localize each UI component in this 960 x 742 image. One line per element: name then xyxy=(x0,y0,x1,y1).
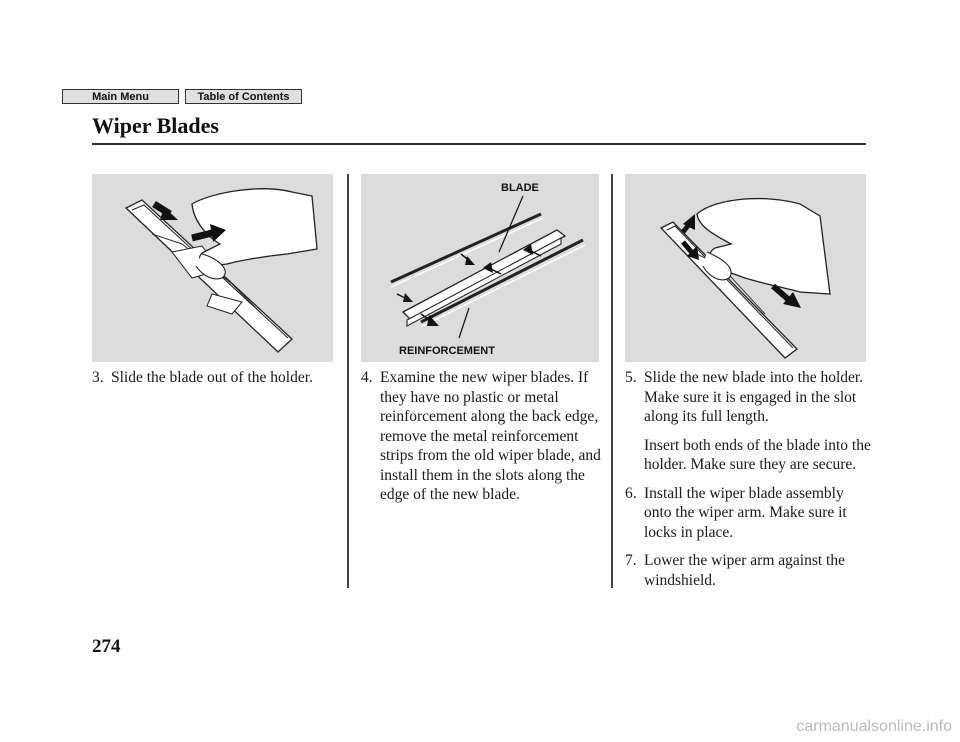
column-divider-1 xyxy=(347,174,349,588)
reinforcement-label: REINFORCEMENT xyxy=(399,345,495,357)
step-5-note: Insert both ends of the blade into the holder. Make sure they are secure. xyxy=(644,436,871,473)
figure-blade-reinforcement xyxy=(361,174,599,362)
step-text: Examine the new wiper blades. If they have no plastic or metal reinforcement along the back edge, remove the metal reinforcement strips from the old wiper blade, and install them in the slots along the edge of the new blade. xyxy=(380,369,601,503)
step-text: Lower the wiper arm against the windshield. xyxy=(644,552,845,589)
step-4 xyxy=(361,368,606,505)
step-number: 4. xyxy=(361,369,373,386)
step-number: 3. xyxy=(92,369,104,386)
figure-slide-blade-in xyxy=(625,174,866,362)
step-text: Slide the blade out of the holder. xyxy=(111,369,313,386)
step-7 xyxy=(625,551,873,590)
main-menu-button[interactable]: Main Menu xyxy=(62,89,179,104)
step-number: 7. xyxy=(625,552,637,569)
step-6 xyxy=(625,484,873,543)
watermark: carmanualsonline.info xyxy=(796,718,952,735)
figure-slide-blade-out xyxy=(92,174,333,362)
steps-5-to-7 xyxy=(625,368,873,590)
title-rule xyxy=(92,143,866,145)
step-5 xyxy=(625,368,873,427)
step-text: Slide the new blade into the holder. Make sure it is engaged in the slot along its full length. xyxy=(644,369,864,425)
step-3 xyxy=(92,368,342,388)
table-of-contents-button[interactable]: Table of Contents xyxy=(185,89,302,104)
step-text: Install the wiper blade assembly onto the wiper arm. Make sure it locks in place. xyxy=(644,484,847,541)
page-number: 274 xyxy=(92,636,121,657)
step-number: 6. xyxy=(625,484,637,502)
column-divider-2 xyxy=(611,174,613,588)
blade-label: BLADE xyxy=(501,182,539,194)
step-number: 5. xyxy=(625,369,637,386)
page-title: Wiper Blades xyxy=(92,113,219,138)
